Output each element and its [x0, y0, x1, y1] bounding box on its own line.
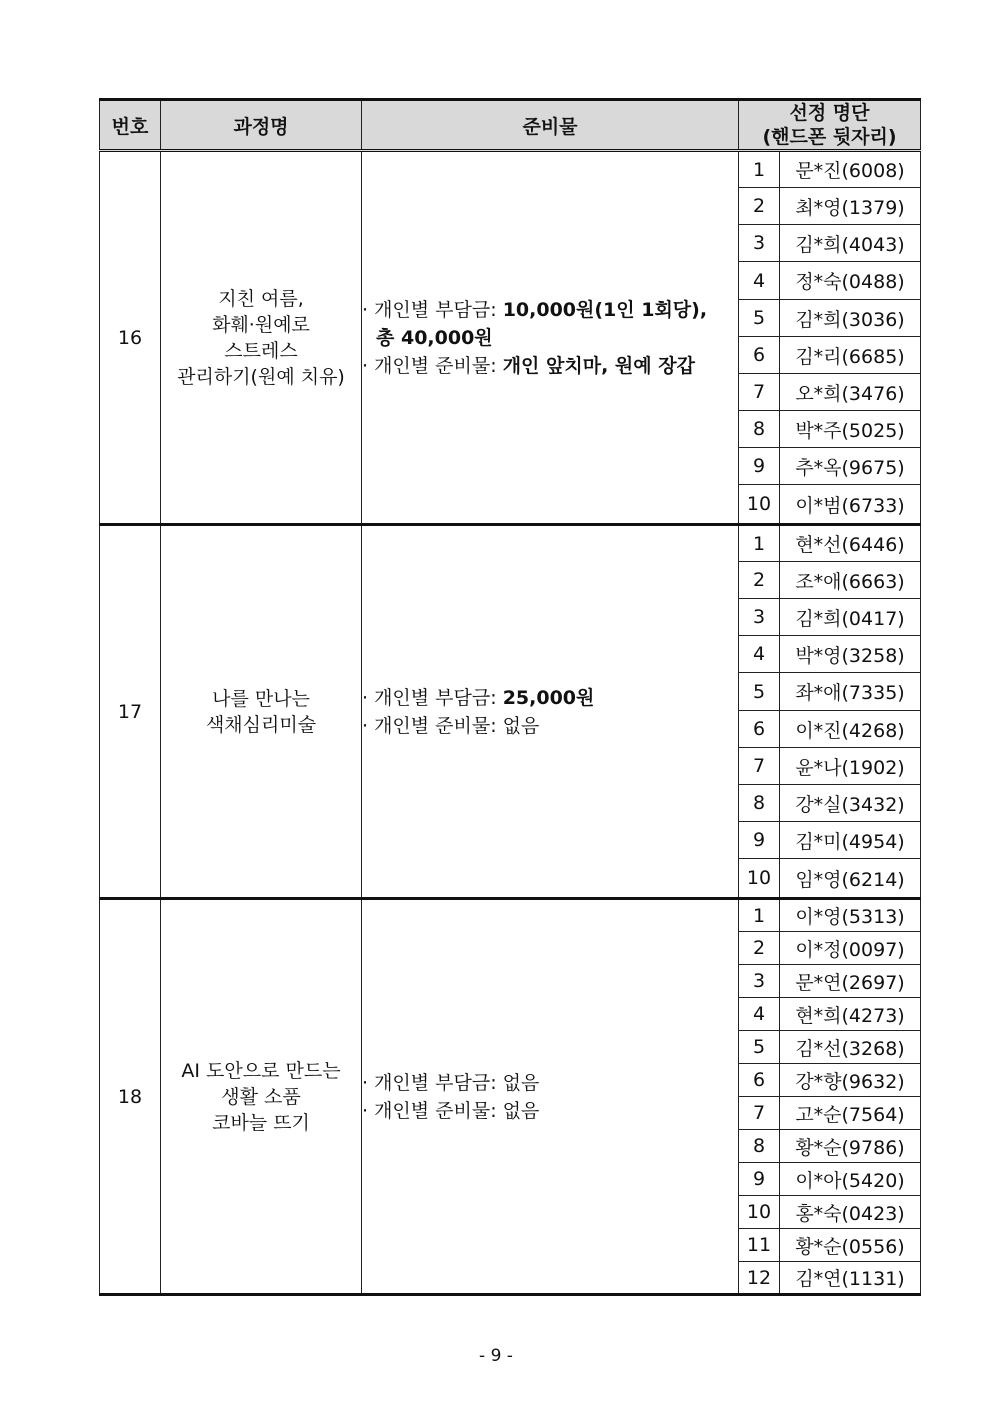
- course-number: 17: [100, 525, 161, 899]
- prep-info: [362, 899, 739, 1295]
- selected-name: 김*희(4043): [780, 225, 921, 262]
- prep-label: · 개인별 준비물: 없음: [362, 714, 540, 737]
- prep-value: 10,000원(1인 1회당),: [502, 298, 708, 321]
- selected-name: 박*주(5025): [780, 411, 921, 448]
- selected-index: 3: [739, 599, 780, 636]
- selected-name: 임*영(6214): [780, 859, 921, 899]
- selected-index: 5: [739, 300, 780, 337]
- course-number: 16: [100, 151, 161, 525]
- header-selected-line2: (핸드폰 뒷자리): [762, 126, 897, 148]
- selected-index: 1: [739, 151, 780, 188]
- course-name: [161, 525, 362, 899]
- prep-line: [362, 1097, 738, 1125]
- prep-info: [362, 151, 739, 525]
- course-name-line: 색채심리미술: [205, 713, 317, 736]
- selected-name: 김*리(6685): [780, 337, 921, 374]
- selected-name: 최*영(1379): [780, 188, 921, 225]
- selected-name: 김*미(4954): [780, 822, 921, 859]
- selected-name: 홍*숙(0423): [780, 1196, 921, 1229]
- selected-name: 오*희(3476): [780, 374, 921, 411]
- selected-name: 윤*나(1902): [780, 748, 921, 785]
- selected-index: 4: [739, 998, 780, 1031]
- selected-index: 1: [739, 525, 780, 562]
- selected-name: 박*영(3258): [780, 636, 921, 673]
- selected-name: 김*선(3268): [780, 1031, 921, 1064]
- prep-info: [362, 525, 739, 899]
- table-body: [100, 151, 921, 1295]
- selected-name: 김*희(0417): [780, 599, 921, 636]
- selected-index: 9: [739, 822, 780, 859]
- prep-label: · 개인별 부담금: 없음: [362, 1071, 540, 1094]
- course-number: 18: [100, 899, 161, 1295]
- selected-index: 4: [739, 636, 780, 673]
- selected-name: 문*진(6008): [780, 151, 921, 188]
- header-selected: [739, 100, 921, 151]
- header-course: 과정명: [161, 100, 362, 151]
- selected-name: 현*희(4273): [780, 998, 921, 1031]
- selected-index: 11: [739, 1229, 780, 1262]
- header-prep: 준비물: [362, 100, 739, 151]
- course-name-line: 스트레스: [224, 339, 298, 362]
- prep-line: [362, 296, 738, 324]
- selected-index: 10: [739, 1196, 780, 1229]
- table-row: [100, 525, 921, 562]
- selected-name: 김*연(1131): [780, 1262, 921, 1295]
- selected-name: 이*아(5420): [780, 1163, 921, 1196]
- prep-value: 총 40,000원: [376, 326, 493, 349]
- page-number: - 9 -: [479, 1346, 513, 1366]
- prep-line: [362, 684, 738, 712]
- selected-name: 이*범(6733): [780, 485, 921, 525]
- selected-index: 7: [739, 748, 780, 785]
- selected-name: 김*희(3036): [780, 300, 921, 337]
- selected-name: 좌*애(7335): [780, 673, 921, 711]
- selected-name: 강*실(3432): [780, 785, 921, 822]
- selection-table: [99, 98, 921, 1296]
- prep-label: · 개인별 준비물:: [362, 354, 503, 377]
- selected-index: 5: [739, 673, 780, 711]
- selected-index: 7: [739, 1097, 780, 1130]
- prep-line: [362, 1069, 738, 1097]
- selected-index: 9: [739, 448, 780, 485]
- course-name-line: 나를 만나는: [212, 687, 310, 710]
- selected-index: 3: [739, 225, 780, 262]
- table-row: [100, 899, 921, 932]
- selected-index: 4: [739, 262, 780, 300]
- prep-label: · 개인별 부담금:: [362, 298, 503, 321]
- selected-name: 강*향(9632): [780, 1064, 921, 1097]
- course-name-line: 생활 소품: [221, 1085, 301, 1108]
- course-name-line: AI 도안으로 만드는: [181, 1059, 341, 1082]
- selected-index: 8: [739, 785, 780, 822]
- header-number: 번호: [100, 100, 161, 151]
- prep-value: 개인 앞치마, 원예 장갑: [502, 354, 695, 377]
- selected-name: 고*순(7564): [780, 1097, 921, 1130]
- prep-line: [362, 352, 738, 380]
- selected-name: 황*순(0556): [780, 1229, 921, 1262]
- selected-name: 이*영(5313): [780, 899, 921, 932]
- selected-index: 8: [739, 411, 780, 448]
- selected-index: 2: [739, 188, 780, 225]
- selected-index: 8: [739, 1130, 780, 1163]
- selected-index: 9: [739, 1163, 780, 1196]
- course-name-line: 화훼·원예로: [212, 313, 310, 336]
- prep-line: [362, 324, 738, 352]
- selected-index: 3: [739, 965, 780, 998]
- prep-value: 25,000원: [502, 686, 595, 709]
- selected-index: 10: [739, 485, 780, 525]
- selected-index: 12: [739, 1262, 780, 1295]
- table-row: [100, 151, 921, 188]
- course-name-line: 관리하기(원예 치유): [177, 365, 345, 388]
- course-name-line: 코바늘 뜨기: [212, 1111, 310, 1134]
- selected-index: 2: [739, 562, 780, 599]
- selected-name: 추*옥(9675): [780, 448, 921, 485]
- selected-index: 6: [739, 1064, 780, 1097]
- prep-line: [362, 712, 738, 740]
- selected-name: 조*애(6663): [780, 562, 921, 599]
- header-selected-line1: 선정 명단: [789, 102, 870, 124]
- selected-index: 6: [739, 337, 780, 374]
- selected-name: 이*진(4268): [780, 711, 921, 748]
- course-name: [161, 151, 362, 525]
- selected-name: 이*정(0097): [780, 932, 921, 965]
- course-name: [161, 899, 362, 1295]
- selected-index: 6: [739, 711, 780, 748]
- selected-index: 10: [739, 859, 780, 899]
- selected-index: 1: [739, 899, 780, 932]
- prep-label: · 개인별 준비물: 없음: [362, 1099, 540, 1122]
- selected-index: 2: [739, 932, 780, 965]
- header-row: [100, 100, 921, 151]
- selected-index: 7: [739, 374, 780, 411]
- selected-name: 황*순(9786): [780, 1130, 921, 1163]
- selected-index: 5: [739, 1031, 780, 1064]
- selected-name: 문*연(2697): [780, 965, 921, 998]
- selected-name: 정*숙(0488): [780, 262, 921, 300]
- selected-name: 현*선(6446): [780, 525, 921, 562]
- prep-label: · 개인별 부담금:: [362, 686, 503, 709]
- course-name-line: 지친 여름,: [218, 287, 304, 310]
